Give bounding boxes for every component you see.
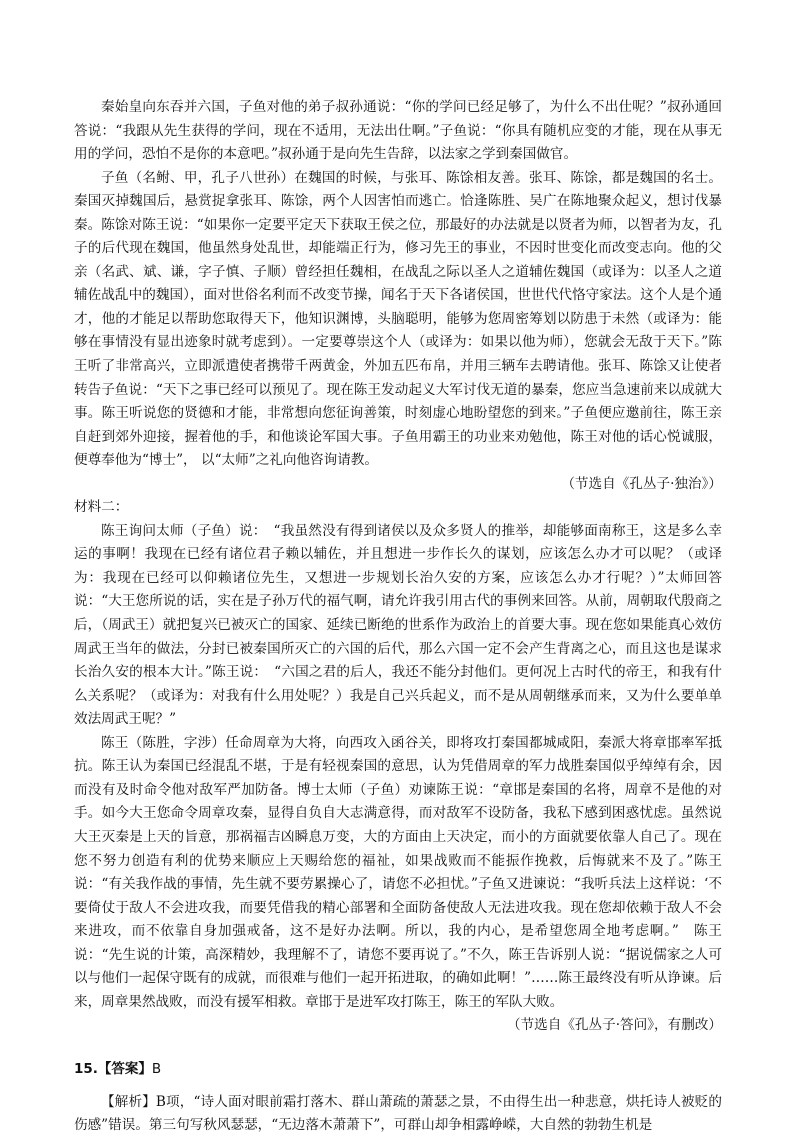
answer-label: 【答案】 (97, 1060, 152, 1077)
document-page (74, 96, 722, 1138)
question-number: 15. (74, 1060, 98, 1077)
source-citation: （节选自《孔丛子·独治》） (561, 475, 722, 492)
paragraph: 子鱼（名鲋、甲，孔子八世孙）在魏国的时候，与张耳、陈馀相友善。张耳、陈馀，都是魏国的名士。秦国灭掉魏国后，悬赏捉拿张耳、陈馀，两个人因害怕而逃亡。恰逢陈胜、吴广在陈地聚众起义，想讨伐暴秦。陈馀对陈王说：“如果你一定要平定天下获取王侯之位，那最好的办法就是以贤者为师，以智者为友，孔子的后代现在魏国，他虽然身处乱世，却能端正行为，修习先王的事业，不因时世变化而改变志向。他的父亲（名武、斌、谦，字子慎、子顺）曾经担任魏相，在战乱之际以圣人之道辅佐魏国（或译为：以圣人之道辅佐战乱中的魏国），面对世俗名利而不改变节操，闻名于天下各诸侯国，世世代代恪守家法。这个人是个通才，他的才能足以帮助您取得天下，他知识渊博，头脑聪明，能够为您周密筹划以防患于未然（或译为：能够在事情没有显出迹象时就考虑到）。一定要尊崇这个人（或译为：如果以他为师），您就会无敌于天下。”陈王听了非常高兴，立即派遣使者携带千两黄金，外加五匹布帛，并用三辆车去聘请他。张耳、陈馀又让使者转告子鱼说：“天下之事已经可以预见了。现在陈王发动起义大军讨伐无道的暴秦，您应当急速前来以成就大事。陈王听说您的贤德和才能，非常想向您征询善策，时刻虚心地盼望您的到来。”子鱼便应邀前往，陈王亲自赶到郊外迎接，握着他的手，和他谈论军国大事。子鱼用霸王的功业来劝勉他，陈王对他的话心悦诚服，便尊奉他为“博士”， 以“太师”之礼向他咨询请教。 (74, 169, 722, 469)
analysis-label: 【解析】 (101, 1093, 156, 1110)
answer-line (74, 1058, 722, 1081)
paragraph: 秦始皇向东吞并六国，子鱼对他的弟子叔孙通说：“你的学问已经足够了，为什么不出仕呢？”叔孙通回答说：“我跟从先生获得的学问，现在不适用，无法出仕啊。”子鱼说：“你具有随机应变的才能，现在从事无用的学问，恐怕不是你的本意吧。”叔孙通于是向先生告辞，以法家之学到秦国做官。 (74, 99, 722, 163)
material-label: 材料二： (74, 499, 129, 516)
paragraph: 陈王（陈胜，字涉）任命周章为大将，向西攻入函谷关，即将攻打秦国都城咸阳，秦派大将章邯率军抵抗。陈王认为秦国已经混乱不堪，于是有轻视秦国的意思，认为凭借周章的军力战胜秦国似乎绰绰有余，因而没有及时命令他对敌军严加防备。博士太师（子鱼）劝谏陈王说：“章邯是秦国的名将，周章不是他的对手。如今大王您命令周章攻秦，显得自负自大志满意得，而对敌军不设防备，我私下感到困惑忧虑。虽然说大王灭秦是上天的旨意，那祸福吉凶瞬息万变，大的方面由上天决定，而小的方面就要依靠人自己了。现在您不努力创造有利的优势来顺应上天赐给您的福祉，如果战败而不能振作挽救，后悔就来不及了。”陈王说：“有关我作战的事情，先生就不要劳累操心了，请您不必担忧。”子鱼又进谏说：“我听兵法上这样说：‘不要倚仗于敌人不会进攻我，而要凭借我的精心部署和全面防备使敌人无法进攻我。现在您却依赖于敌人不会来进攻，而不依靠自身加强戒备，这不是好办法啊。所以，我的内心，是希望您周全地考虑啊。” 陈王说：“先生说的计策，高深精妙，我理解不了，请您不要再说了。”不久，陈王告诉别人说：“据说儒家之人可以与他们一起保守既有的成就，而很难与他们一起开拓进取，的确如此啊！”……陈王最终没有听从诤谏。后来，周章果然战败，而没有援军相救。章邯于是进军攻打陈王，陈王的军队大败。 (74, 734, 722, 1010)
analysis-text: B项，“诗人面对眼前霜打落木、群山萧疏的萧瑟之景，不由得生出一种悲意，烘托诗人被贬的伤感”错误。第三句写秋风瑟瑟，“无边落木萧萧下”，可群山却争相露峥嵘，大自然的勃勃生机是 (74, 1093, 723, 1134)
source-citation: （节选自《孔丛子·答问》，有删改） (506, 1017, 722, 1034)
answer-value: B (151, 1060, 162, 1077)
analysis-paragraph (74, 1091, 722, 1138)
paragraph: 陈王询问太师（子鱼）说： “我虽然没有得到诸侯以及众多贤人的推举，却能够面南称王，这是多么幸运的事啊！我现在已经有诸位君子赖以辅佐，并且想进一步作长久的谋划，应该怎么办才可以呢？（或译为：我现在已经可以仰赖诸位先生，又想进一步规划长治久安的方案，应该怎么办才行呢？）”太师回答说：“大王您所说的话，实在是子孙万代的福气啊，请允许我引用古代的事例来回答。从前，周朝取代殷商之后，（周武王）就把复兴已被灭亡的国家、延续已断绝的世系作为政治上的首要大事。现在您如果能真心效仿周武王当年的做法，分封已被秦国所灭亡的六国的后代，那么六国一定不会产生背离之心，而且这也是谋求长治久安的根本大计。”陈王说： “六国之君的后人，我还不能分封他们。更何况上古时代的帝王，和我有什么关系呢？（或译为：对我有什么用处呢？）我是自己兴兵起义，而不是从周朝继承而来，又为什么要单单效法周武王呢？” (74, 522, 722, 728)
